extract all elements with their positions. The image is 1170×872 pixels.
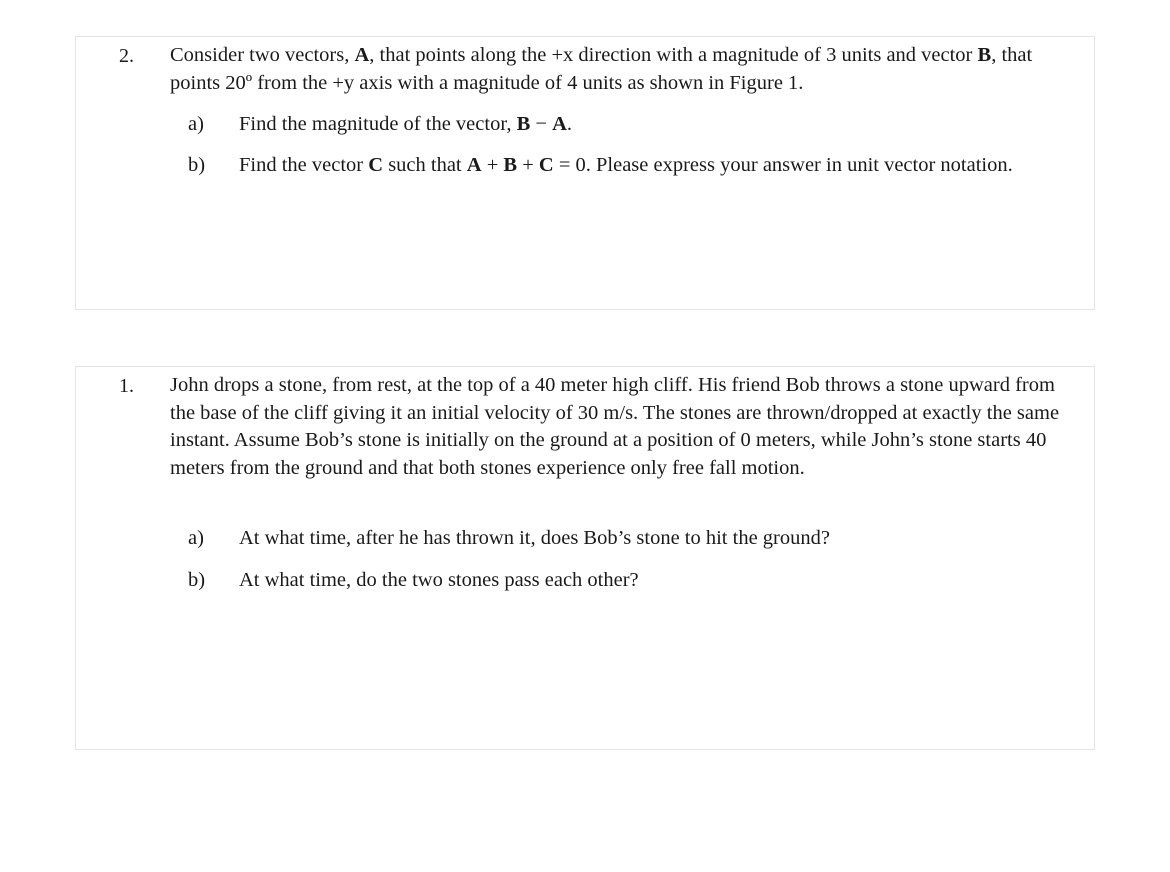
subquestion-label: a) bbox=[188, 527, 204, 549]
vector-symbol: A bbox=[466, 154, 482, 176]
stem-text: , that points along the +x direction with a magnitude of 3 units and vector bbox=[369, 44, 978, 66]
subquestion-text bbox=[239, 111, 1039, 139]
problem-statement bbox=[170, 42, 1070, 97]
vector-symbol: A bbox=[354, 44, 370, 66]
subquestion-text-segment: − bbox=[530, 113, 553, 135]
stem-text: Consider two vectors, bbox=[170, 44, 355, 66]
problem-1-box bbox=[75, 366, 1095, 750]
problem-statement: John drops a stone, from rest, at the top of a 40 meter high cliff. His friend Bob throws a stone upward from the base of the cliff giving it an initial velocity of 30 m/s. The stones are thrown/dropped at exactly the same instant. Assume Bob’s stone is initially on the ground at a position of 0 meters, while John’s stone starts 40 meters from the ground and that both stones experience only free fall motion. bbox=[170, 374, 1060, 479]
vector-symbol: C bbox=[368, 154, 384, 176]
subquestion-text-segment: Find the magnitude of the vector, bbox=[239, 113, 517, 135]
vector-symbol: B bbox=[977, 44, 992, 66]
vector-symbol: A bbox=[552, 113, 567, 135]
subquestion-text: At what time, do the two stones pass each other? bbox=[239, 569, 639, 591]
subquestion-text: At what time, after he has thrown it, does Bob’s stone to hit the ground? bbox=[239, 527, 830, 549]
subquestion-text-segment: such that bbox=[383, 154, 467, 176]
problem-2-box bbox=[75, 36, 1095, 310]
vector-symbol: B bbox=[503, 154, 518, 176]
subquestion-label: b) bbox=[188, 154, 206, 176]
stem-text: , that points 20º from the +y axis with a magnitude of 4 units as shown in Figure 1. bbox=[170, 44, 1033, 94]
vector-symbol: B bbox=[516, 113, 531, 135]
subquestion-text-segment: + bbox=[517, 154, 539, 176]
subquestion-text bbox=[239, 152, 1039, 180]
subquestion-label: a) bbox=[188, 113, 204, 135]
subquestion-text-segment: + bbox=[481, 154, 504, 176]
problem-number: 1. bbox=[119, 375, 134, 397]
subquestion-text-segment: = 0. Please express your answer in unit vector notation. bbox=[553, 154, 1013, 176]
vector-symbol: C bbox=[538, 154, 554, 176]
subquestion-label: b) bbox=[188, 569, 206, 591]
subquestion-text-segment: . bbox=[566, 113, 573, 135]
subquestion-text-segment: Find the vector bbox=[239, 154, 369, 176]
problem-number: 2. bbox=[119, 45, 134, 67]
